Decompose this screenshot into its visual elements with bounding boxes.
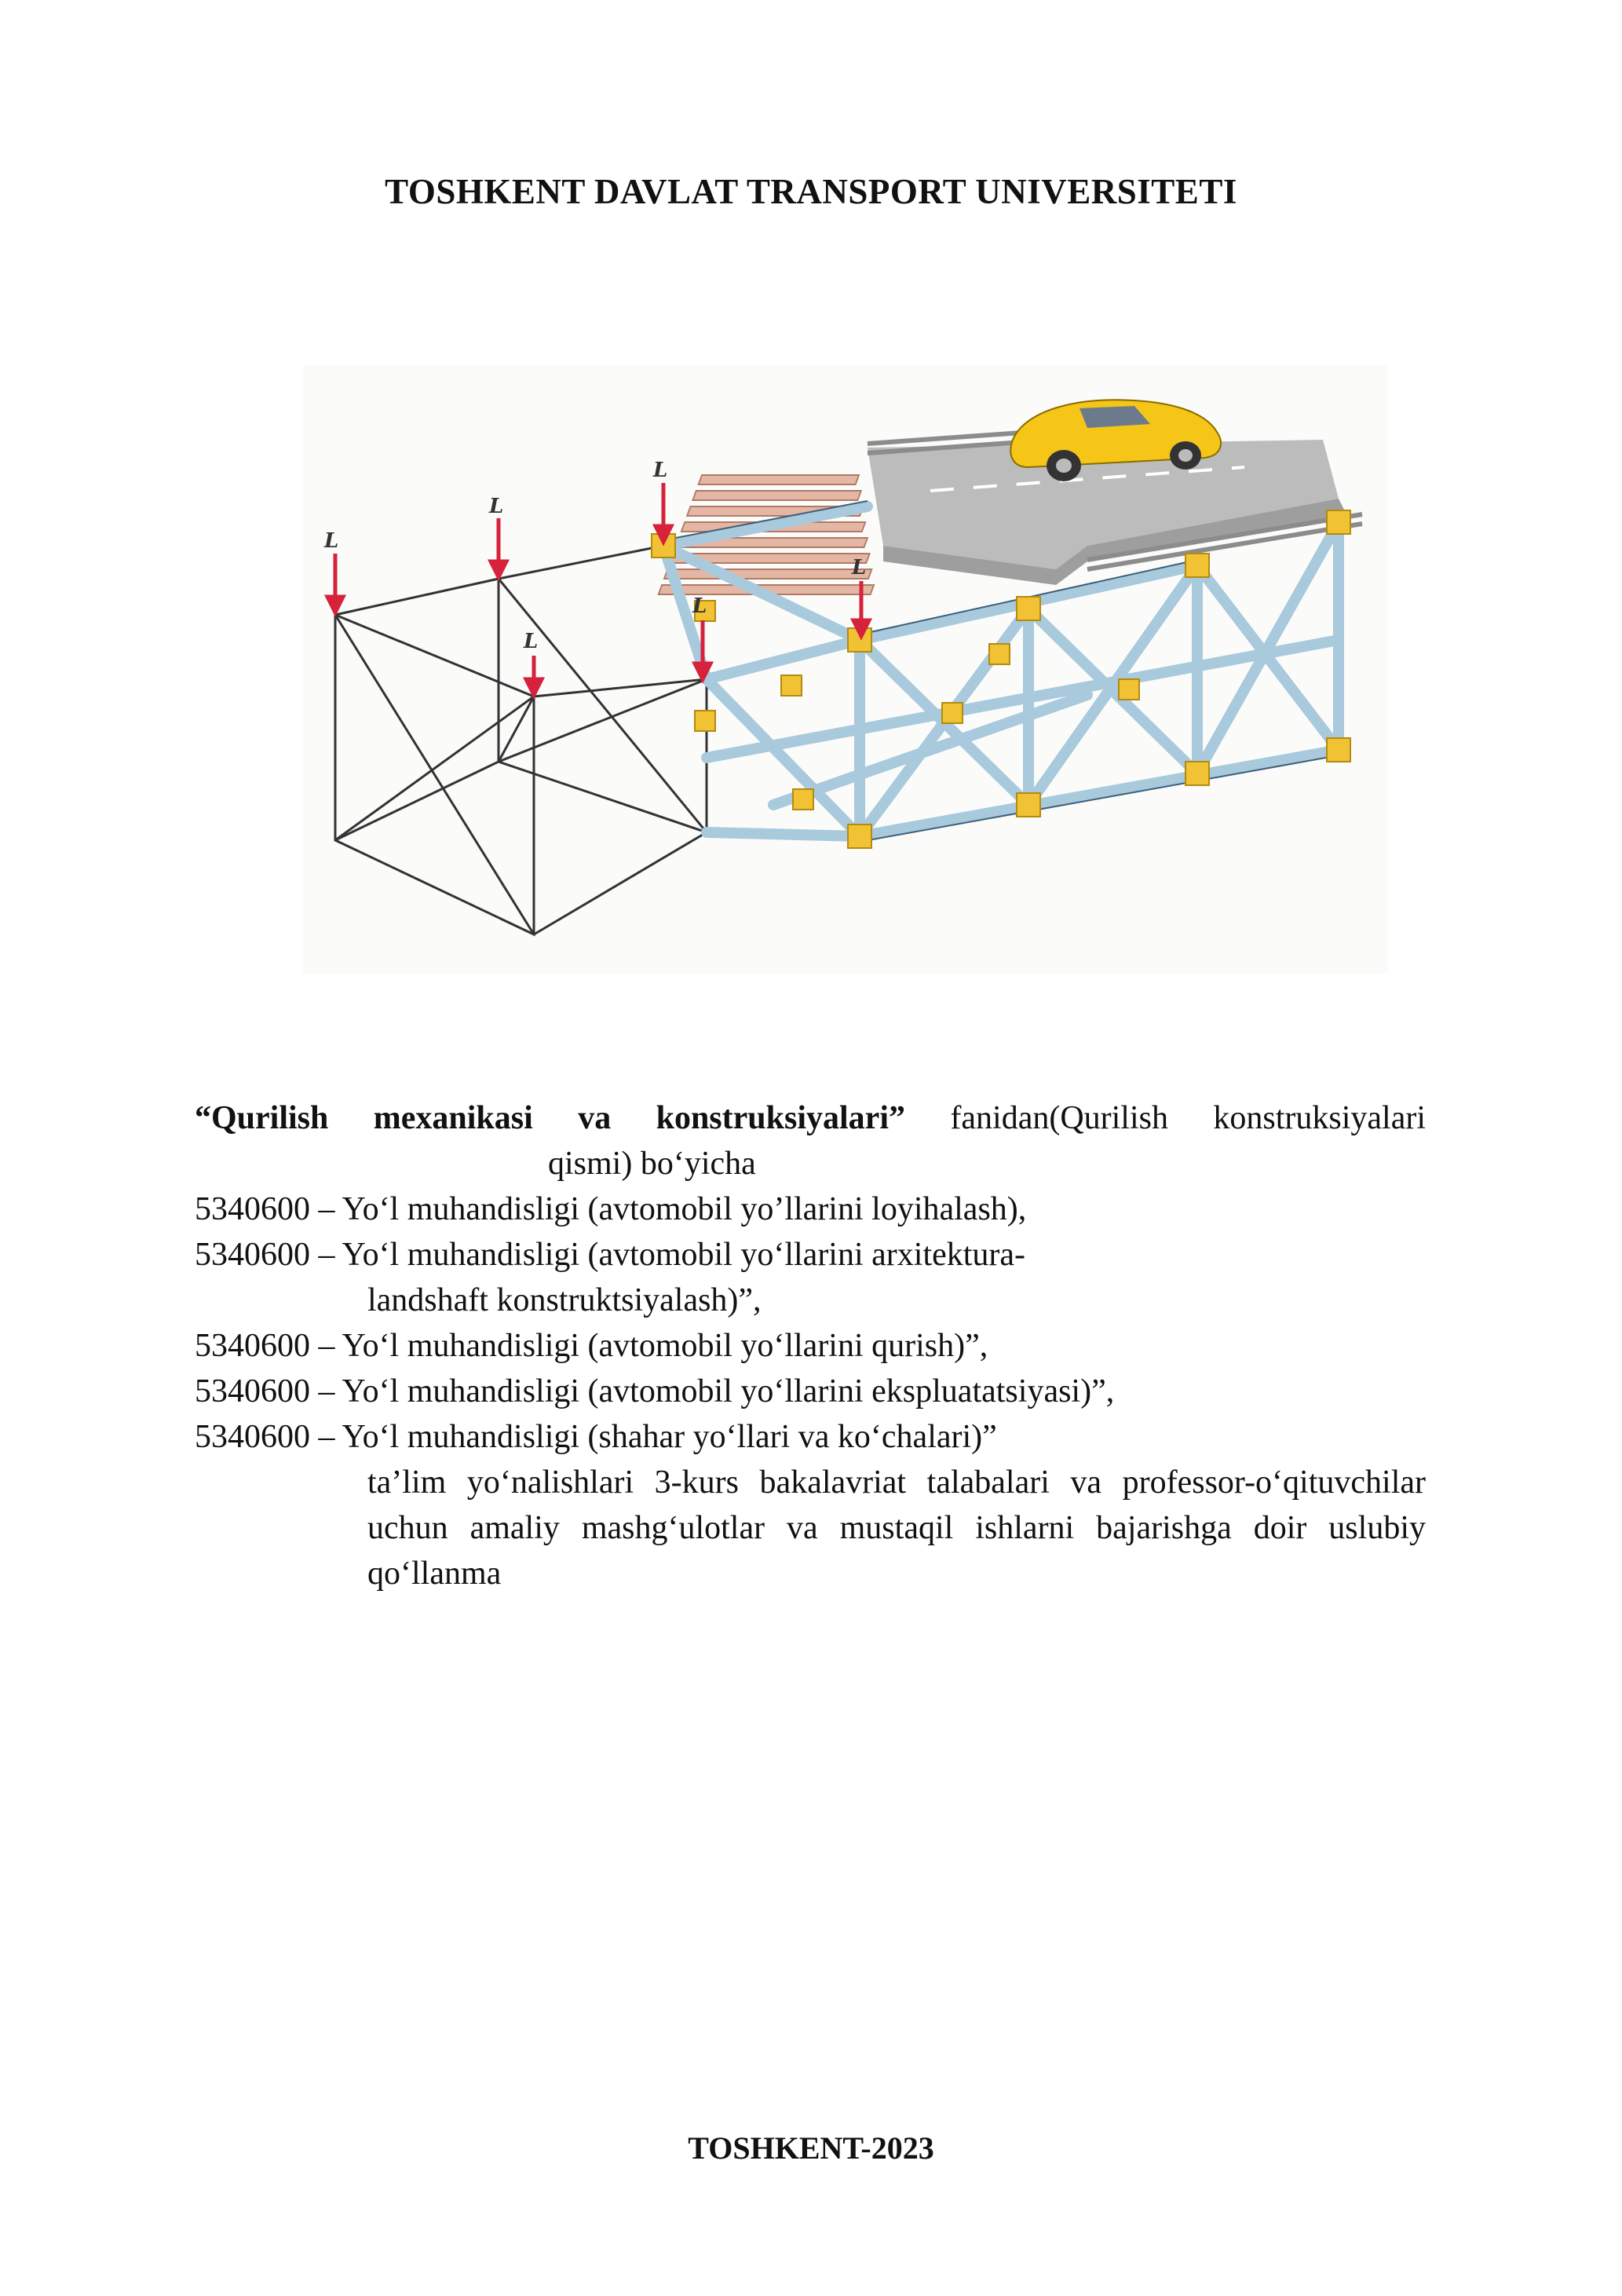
load-label: L [489,495,504,518]
subject-line [195,1095,1426,1141]
load-label: L [852,556,867,579]
specialty-line: 5340600 – Yo‘l muhandisligi (avtomobil yo’llarini loyihalash), [195,1191,1027,1227]
specialty-line: 5340600 – Yo‘l muhandisligi (shahar yo‘llari va ko‘chalari)” [195,1419,997,1455]
wireframe-truss [335,546,707,934]
purpose-paragraph: ta’lim yo‘nalishlari 3-kurs bakalavriat talabalari va professor-o‘qituvchilar uchun amaliy mashg‘ulotlar va mustaqil ishlarni bajarishga doir uslubiy qo‘llanma [367,1464,1426,1592]
description-block [195,1095,1426,1596]
specialty-line: landshaft konstruktsiyalash)”, [367,1282,762,1318]
specialty-line: 5340600 – Yo‘l muhandisligi (avtomobil yo‘llarini ekspluatatsiyasi)”, [195,1373,1115,1409]
load-label: L [324,529,339,553]
city-year: TOSHKENT-2023 [688,2130,934,2166]
subject-rest: fanidan(Qurilish konstruksiyalari [905,1100,1427,1136]
subject-continuation: qismi) bo‘yicha [548,1146,756,1182]
bridge-truss-illustration [302,365,1388,974]
specialty-line: 5340600 – Yo‘l muhandisligi (avtomobil yo‘llarini arxitektura- [195,1237,1026,1273]
specialty-line: 5340600 – Yo‘l muhandisligi (avtomobil yo‘llarini qurish)”, [195,1328,988,1364]
university-title: TOSHKENT DAVLAT TRANSPORT UNIVERSITETI [385,172,1237,211]
load-label: L [692,594,707,618]
load-label: L [653,459,668,482]
load-label: L [524,630,539,653]
subject-title: “Qurilish mexanikasi va konstruksiyalari” [195,1100,905,1136]
